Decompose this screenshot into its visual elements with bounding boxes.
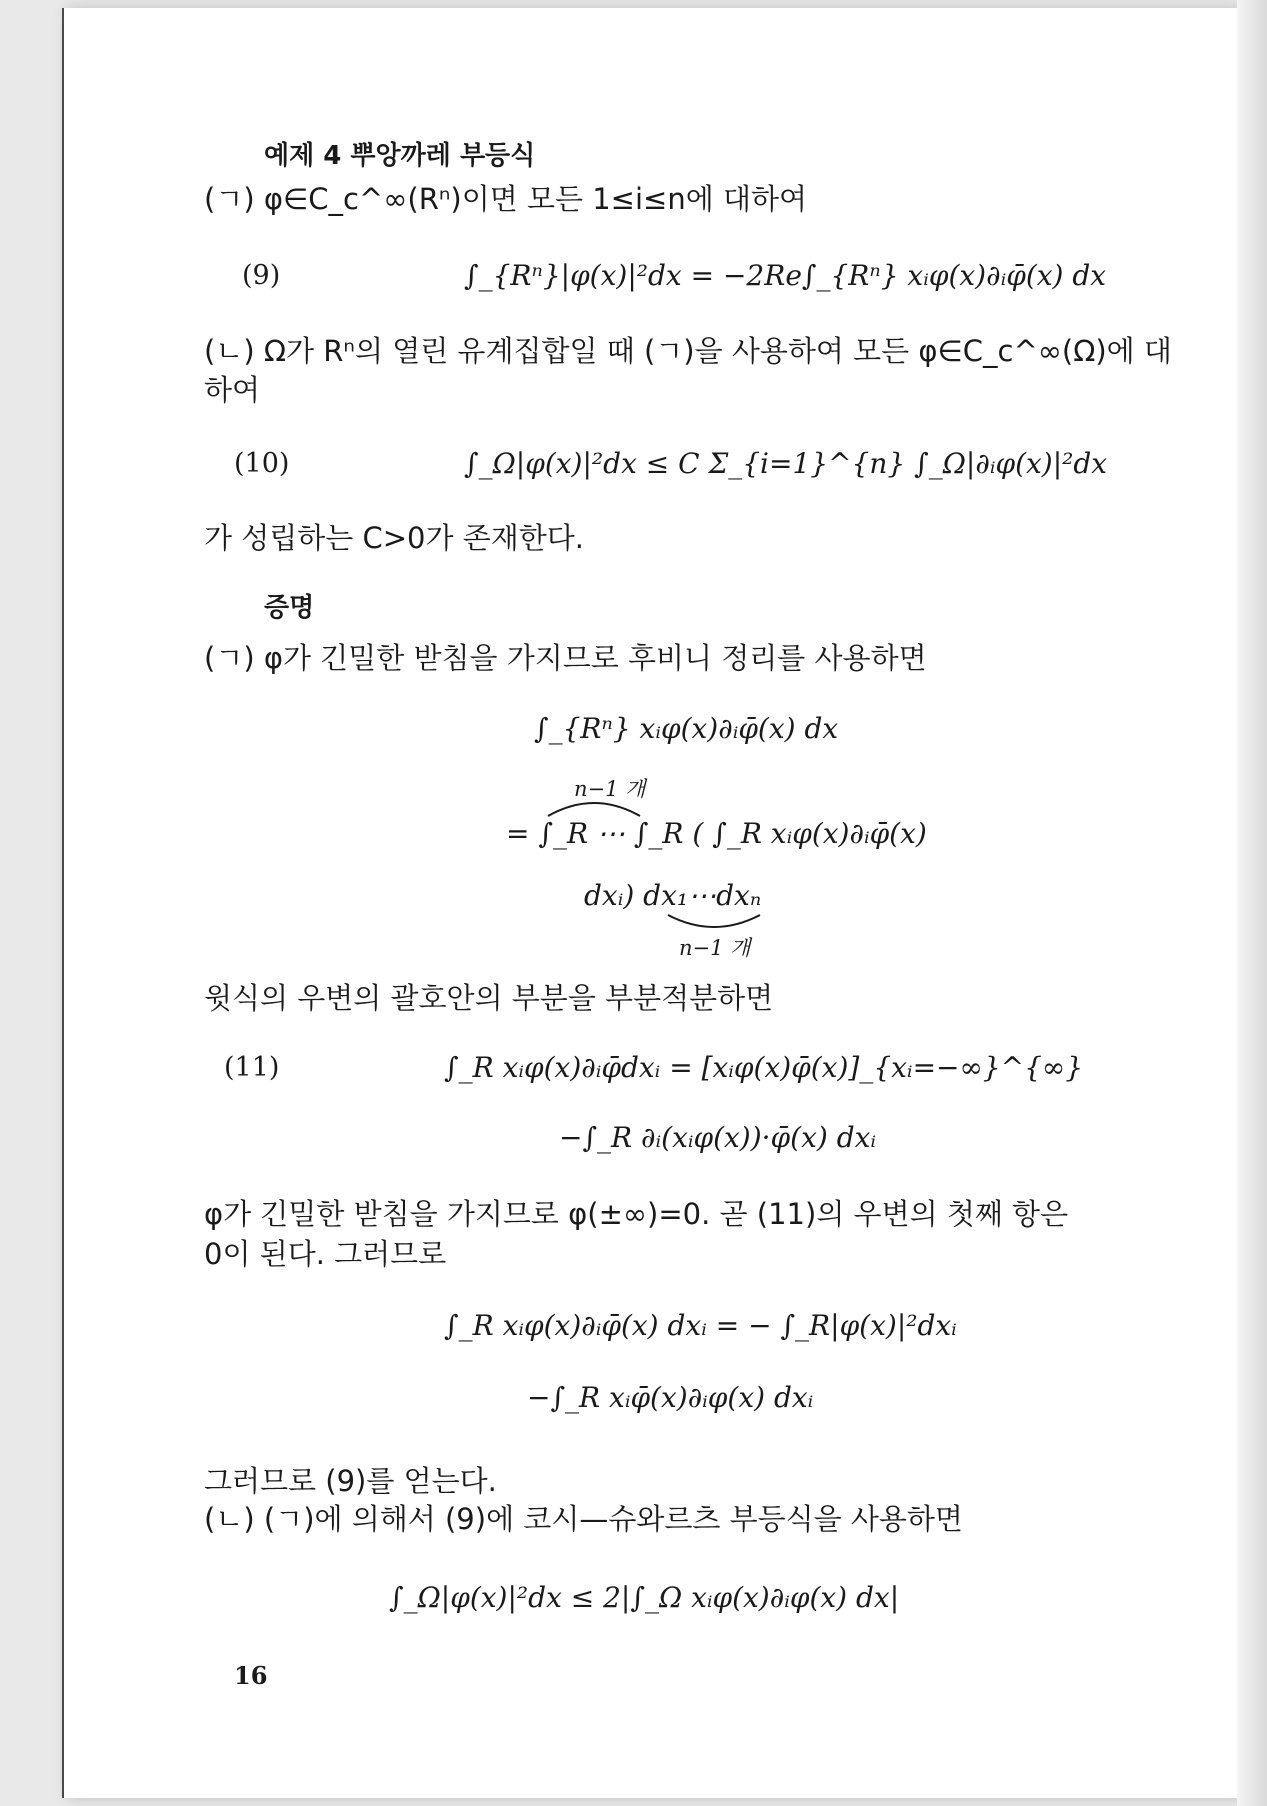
brace-bottom-label: n−1 개 xyxy=(679,936,751,960)
eq12-line1: ∫_R xᵢφ(x)∂ᵢφ̄(x) dxᵢ = − ∫_R|φ(x)|²dxᵢ xyxy=(444,1309,957,1342)
brace-top-label: n−1 개 xyxy=(574,777,646,801)
eq11-line2: −∫_R ∂ᵢ(xᵢφ(x))·φ̄(x) dxᵢ xyxy=(559,1121,877,1154)
eq9: ∫_{Rⁿ}|φ(x)|²dx = −2Re∫_{Rⁿ} xᵢφ(x)∂ᵢφ̄(x) dx xyxy=(464,259,1107,292)
page-edge-shadow xyxy=(1237,0,1267,1806)
proof-line-a: (ㄱ) φ가 긴밀한 받침을 가지므로 후비니 정리를 사용하면 xyxy=(204,641,927,675)
eq9-label: (9) xyxy=(242,260,281,291)
example-part-b-line2: 하여 xyxy=(204,373,261,407)
proof-title: 증명 xyxy=(264,593,315,623)
example-part-a: (ㄱ) φ∈C_c^∞(Rⁿ)이면 모든 1≤i≤n에 대하여 xyxy=(204,182,807,216)
eq10-label: (10) xyxy=(234,448,290,479)
proof-line-b: (ㄴ) (ㄱ)에 의해서 (9)에 코시—슈와르츠 부등식을 사용하면 xyxy=(204,1502,963,1536)
eq13: ∫_Ω|φ(x)|²dx ≤ 2|∫_Ω xᵢφ(x)∂ᵢφ(x) dx| xyxy=(389,1581,900,1614)
book-page xyxy=(62,8,1239,1798)
proof-line-compact-2: 0이 된다. 그러므로 xyxy=(204,1237,447,1271)
eq-fubini-3: dxᵢ) dx₁⋯dxₙ xyxy=(584,879,762,912)
page-number: 16 xyxy=(234,1661,268,1690)
eq12-line2: −∫_R xᵢφ̄(x)∂ᵢφ(x) dxᵢ xyxy=(527,1381,814,1414)
eq11-label: (11) xyxy=(224,1052,280,1083)
overbrace-icon xyxy=(544,796,644,818)
eq-fubini-2: = ∫_R ⋯ ∫_R ( ∫_R xᵢφ(x)∂ᵢφ̄(x) xyxy=(506,817,927,850)
eq-fubini-1: ∫_{Rⁿ} xᵢφ(x)∂ᵢφ̄(x) dx xyxy=(534,712,839,745)
example-title: 예제 4 뿌앙까레 부등식 xyxy=(264,141,536,171)
proof-line-compact-1: φ가 긴밀한 받침을 가지므로 φ(±∞)=0. 곧 (11)의 우변의 첫째 항은 xyxy=(204,1197,1069,1231)
proof-line-parts: 윗식의 우변의 괄호안의 부분을 부분적분하면 xyxy=(204,981,774,1015)
example-conclusion: 가 성립하는 C>0가 존재한다. xyxy=(204,521,585,555)
eq10: ∫_Ω|φ(x)|²dx ≤ C Σ_{i=1}^{n} ∫_Ω|∂ᵢφ(x)|²dx xyxy=(464,447,1108,480)
eq11-line1: ∫_R xᵢφ(x)∂ᵢφ̄dxᵢ = [xᵢφ(x)φ̄(x)]_{xᵢ=−∞}^{∞} xyxy=(444,1051,1084,1084)
proof-line-therefore: 그러므로 (9)를 얻는다. xyxy=(204,1464,497,1498)
example-part-b-line1: (ㄴ) Ω가 Rⁿ의 열린 유계집합일 때 (ㄱ)을 사용하여 모든 φ∈C_c^∞(Ω)에 대 xyxy=(204,334,1172,368)
